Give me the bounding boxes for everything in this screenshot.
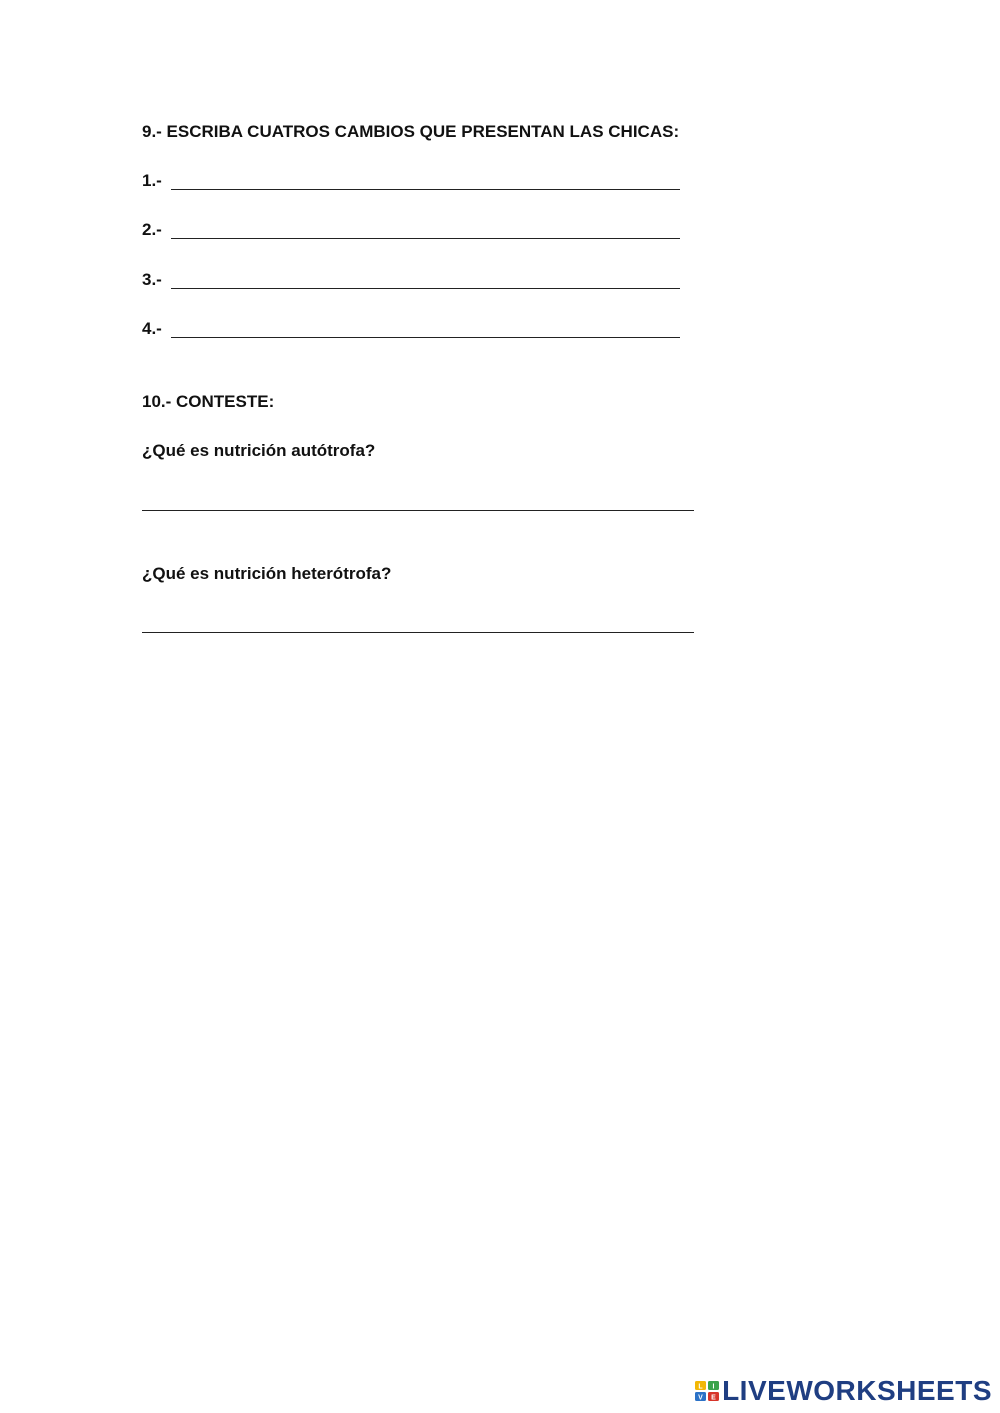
answer-blank-3[interactable] [171,288,680,289]
logo-letter-v: V [698,1394,703,1402]
item-number: 1.- [142,171,162,190]
item-number: 3.- [142,270,162,289]
question-9-item-1 [142,171,162,191]
answer-blank-autotrofa[interactable] [142,510,694,511]
logo-letter-l: L [698,1383,703,1391]
question-10-sub-a: ¿Qué es nutrición autótrofa? [142,441,376,460]
answer-blank-heterotrofa[interactable] [142,632,694,633]
item-number: 4.- [142,319,162,338]
answer-blank-4[interactable] [171,337,680,338]
question-10-sub-b: ¿Qué es nutrición heterótrofa? [142,564,392,583]
answer-blank-1[interactable] [171,189,680,190]
question-10-title: 10.- CONTESTE: [142,392,275,411]
brand-name: LIVEWORKSHEETS [722,1375,992,1406]
liveworksheets-brand [694,1377,992,1405]
question-9-item-4 [142,319,162,339]
item-number: 2.- [142,220,162,239]
answer-blank-2[interactable] [171,238,680,239]
question-9-item-2 [142,220,162,240]
liveworksheets-logo-icon [694,1380,720,1402]
logo-letter-e: E [711,1394,716,1402]
question-9-item-3 [142,270,162,290]
question-9-title: 9.- ESCRIBA CUATROS CAMBIOS QUE PRESENTAN LAS CHICAS: [142,122,680,141]
logo-letter-i: I [712,1383,715,1391]
